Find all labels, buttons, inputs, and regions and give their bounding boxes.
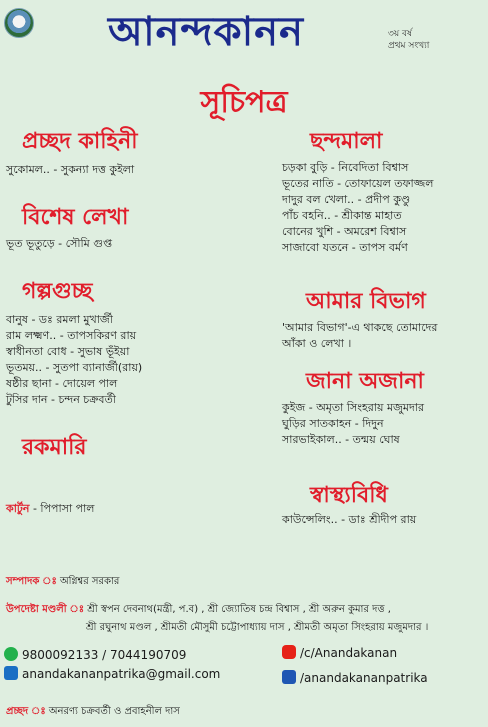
list-item: পাঁচ বহনি.. - শ্রীকান্ত মাহাত <box>282 209 402 222</box>
stories-heading: গল্পগুচ্ছ <box>22 279 93 304</box>
phone-text: 9800092133 / 7044190709 <box>22 648 187 662</box>
cover-credit-label: প্রচ্ছদ ঃ <box>6 706 46 717</box>
editor-name: অগ্নিশ্বর সরকার <box>60 576 120 587</box>
list-item: কুইজ - অমৃতা সিংহরায় মজুমদার <box>282 401 425 414</box>
known-heading: জানা অজানা <box>306 369 424 394</box>
list-item: ঘুড়ির সাতকাহন - দিদুন <box>282 417 384 430</box>
cover-story-item: সুকোমল.. - সুকন্যা দত্ত কুইলা <box>6 163 135 176</box>
list-item: ভূতের নাতি - তোফায়েল তফাজ্জল <box>282 177 434 190</box>
year-text: ৩য় বর্ষ <box>388 29 412 39</box>
cartoon-label: কার্টুন <box>6 502 30 515</box>
issue-text: প্রথম সংখ্যা <box>388 41 430 51</box>
list-item: বোনের খুশি - অমরেশ বিশ্বাস <box>282 225 407 238</box>
phone-line <box>4 647 186 662</box>
poems-list <box>282 160 434 256</box>
advisors-label: উপদেষ্টা মণ্ডলী ঃ <box>6 604 85 615</box>
list-item: রাম লক্ষ্মণ.. - তাপসকিরণ রায় <box>6 329 137 342</box>
cover-story-heading: প্রচ্ছদ কাহিনী <box>22 129 138 154</box>
toc-title: সূচিপত্র <box>200 85 288 120</box>
advisors-line-2: শ্রী রঘুনাথ মণ্ডল , শ্রীমতী মৌসুমী চট্টোপাধ্যায় দাস , শ্রীমতী অমৃতা সিংহরায় মজুমদার । <box>86 622 429 633</box>
misc-item <box>6 501 95 517</box>
special-heading: বিশেষ লেখা <box>22 205 129 230</box>
special-item: ভূত ভূতুড়ে - সৌমি গুপ্ত <box>6 237 113 250</box>
magazine-title: আনন্দকানন <box>108 9 304 55</box>
known-list <box>282 400 424 448</box>
list-item: বানুষ - ডঃ রমলা মুখার্জী <box>6 313 113 326</box>
magazine-logo <box>4 8 34 38</box>
youtube-link[interactable] <box>282 645 397 660</box>
list-item: ভূতময়.. - সুতপা ব্যানার্জী(রায়) <box>6 361 143 374</box>
my-section-heading: আমার বিভাগ <box>306 289 426 314</box>
facebook-text: /anandakananpatrika <box>300 671 428 685</box>
email-text: anandakananpatrika@gmail.com <box>22 667 221 681</box>
stories-list <box>6 312 142 408</box>
misc-heading: রকমারি <box>22 435 87 460</box>
health-heading: স্বাস্থ্যবিধি <box>310 483 388 508</box>
list-item: চড়কা বুড়ি - নিবেদিতা বিশ্বাস <box>282 161 409 174</box>
editor-label: সম্পাদক ঃ <box>6 576 57 587</box>
my-section-text <box>282 320 437 352</box>
advisors-line-1 <box>6 602 391 619</box>
list-item: সাজাবো যতনে - তাপস বর্মণ <box>282 241 408 254</box>
youtube-text: /c/Anandakanan <box>300 646 398 660</box>
list-item: দাদুর বল খেলা.. - প্রদীপ কুণ্ডু <box>282 193 411 206</box>
list-item: সারভাইকাল.. - তন্ময় ঘোষ <box>282 433 400 446</box>
list-item: 'আমার বিভাগ'-এ থাকছে তোমাদের <box>282 321 438 334</box>
youtube-icon <box>282 645 296 659</box>
mail-icon <box>4 666 18 680</box>
advisors-names-1: শ্রী স্বপন দেবনাথ(মন্ত্রী, প.ব) , শ্রী জ্যোতিষ চন্দ্র বিশ্বাস , শ্রী অরুন কুমার দত্ত , <box>87 604 391 615</box>
email-line[interactable] <box>4 666 220 681</box>
cartoon-value: - পিপাসা পাল <box>29 502 95 515</box>
list-item: স্বাধীনতা বোধ - সুভাষ ভূঁইয়া <box>6 345 130 358</box>
facebook-link[interactable] <box>282 670 428 685</box>
health-item: কাউন্সেলিং.. - ডাঃ শ্রীদীপ রায় <box>282 513 417 526</box>
cover-credit-line <box>6 704 180 721</box>
issue-info <box>388 28 429 52</box>
cover-credit-names: অনরণ্য চক্রবর্তী ও প্রবাহনীল দাস <box>48 706 180 717</box>
list-item: টুসির দান - চন্দন চক্রবর্তী <box>6 393 116 406</box>
list-item: আঁকা ও লেখা । <box>282 337 352 350</box>
whatsapp-icon <box>4 647 18 661</box>
list-item: ষষ্ঠীর ছানা - দোয়েল পাল <box>6 377 118 390</box>
poems-heading: ছন্দমালা <box>310 129 383 154</box>
facebook-icon <box>282 670 296 684</box>
editor-line <box>6 574 119 591</box>
